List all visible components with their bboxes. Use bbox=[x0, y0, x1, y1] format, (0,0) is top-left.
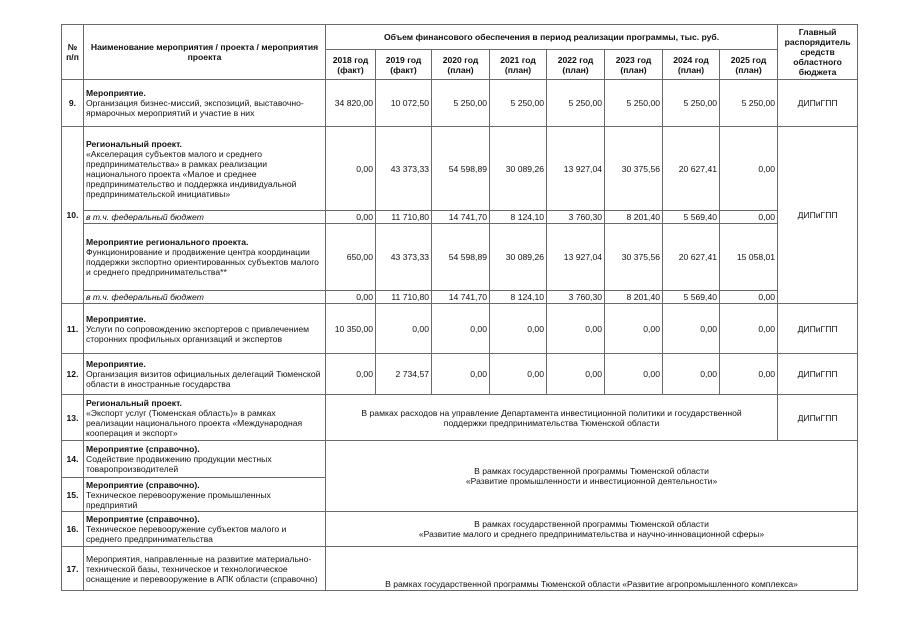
table-row-12 bbox=[62, 354, 858, 395]
header-financing: Объем финансового обеспечения в период реализации программы, тыс. руб. bbox=[326, 25, 778, 50]
merged-note bbox=[326, 512, 858, 547]
row-name bbox=[84, 354, 326, 395]
row-text: Организация визитов официальных делегаций Тюменской области в иностранные государства bbox=[86, 369, 321, 389]
disposer-cell: ДИПиГПП bbox=[778, 127, 858, 304]
row-text: «Экспорт услуг (Тюменская область)» в рамках реализации национального проекта «Международная кооперация и экспорт» bbox=[86, 407, 303, 438]
row-text: Услуги по сопровождению экспортеров с привлечением сторонних профильных организаций и экспертов bbox=[86, 323, 310, 344]
value-cell: 0,00 bbox=[326, 127, 376, 211]
row-title: Мероприятие (справочно). bbox=[86, 479, 200, 490]
table-row-14 bbox=[62, 441, 858, 478]
value-cell: 0,00 bbox=[605, 354, 663, 395]
header-year-2019: 2019 год (факт) bbox=[376, 50, 432, 80]
value-cell: 0,00 bbox=[547, 304, 605, 354]
value-cell: 0,00 bbox=[605, 304, 663, 354]
row-title: Мероприятие (справочно). bbox=[86, 514, 200, 524]
row-number: 12. bbox=[62, 354, 84, 395]
value-cell: 0,00 bbox=[663, 354, 720, 395]
row-title: Мероприятие регионального проекта. bbox=[86, 237, 249, 247]
value-cell: 43 373,33 bbox=[376, 127, 432, 211]
value-cell: 2 734,57 bbox=[376, 354, 432, 395]
row-fed-label: в т.ч. федеральный бюджет bbox=[84, 291, 326, 304]
row-text: Техническое перевооружение промышленных предприятий bbox=[86, 489, 271, 510]
value-cell: 11 710,80 bbox=[376, 291, 432, 304]
row-title: Мероприятие. bbox=[86, 313, 146, 324]
disposer-cell: ДИПиГПП bbox=[778, 80, 858, 127]
value-cell: 650,00 bbox=[326, 224, 376, 291]
row-name bbox=[84, 478, 326, 512]
row-text: Организация бизнес-миссий, экспозиций, выставочно-ярмарочных мероприятий и участие в них bbox=[86, 98, 304, 118]
value-cell: 0,00 bbox=[547, 354, 605, 395]
merged-note bbox=[326, 441, 858, 512]
value-cell: 54 598,89 bbox=[432, 224, 490, 291]
table-row-17 bbox=[62, 547, 858, 591]
table-row-10-sub-fed bbox=[62, 291, 858, 304]
value-cell: 0,00 bbox=[432, 304, 490, 354]
value-cell: 8 201,40 bbox=[605, 211, 663, 224]
value-cell: 0,00 bbox=[720, 304, 778, 354]
row-name bbox=[84, 441, 326, 478]
row-text: Функционирование и продвижение центра координации поддержки экспортно ориентированных субъектов малого и среднего предпринимательства** bbox=[86, 247, 319, 277]
value-cell: 5 569,40 bbox=[663, 211, 720, 224]
row-text: Содействие продвижению продукции местных товаропроизводителей bbox=[86, 454, 272, 474]
value-cell: 0,00 bbox=[490, 304, 547, 354]
value-cell: 0,00 bbox=[720, 211, 778, 224]
value-cell: 13 927,04 bbox=[547, 224, 605, 291]
value-cell: 8 124,10 bbox=[490, 291, 547, 304]
value-cell: 20 627,41 bbox=[663, 127, 720, 211]
header-year-2024: 2024 год (план) bbox=[663, 50, 720, 80]
row-number: 14. bbox=[62, 441, 84, 478]
value-cell: 14 741,70 bbox=[432, 211, 490, 224]
value-cell: 8 124,10 bbox=[490, 211, 547, 224]
value-cell: 8 201,40 bbox=[605, 291, 663, 304]
disposer-cell: ДИПиГПП bbox=[778, 395, 858, 441]
value-cell: 0,00 bbox=[720, 127, 778, 211]
value-cell: 0,00 bbox=[376, 304, 432, 354]
row-title: Мероприятие. bbox=[86, 359, 146, 369]
value-cell: 10 350,00 bbox=[326, 304, 376, 354]
row-title: Региональный проект. bbox=[86, 397, 182, 408]
disposer-cell: ДИПиГПП bbox=[778, 304, 858, 354]
header-year-2023: 2023 год (план) bbox=[605, 50, 663, 80]
header-year-2021: 2021 год (план) bbox=[490, 50, 547, 80]
table-row-10 bbox=[62, 127, 858, 211]
row-text: «Акселерация субъектов малого и среднего предпринимательства» в рамках реализации национального проекта «Малое и среднее предпринимательство и поддержка индивидуальной предпринимательской инициативы» bbox=[86, 148, 297, 199]
value-cell: 0,00 bbox=[720, 354, 778, 395]
value-cell: 0,00 bbox=[432, 354, 490, 395]
row-number: 15. bbox=[62, 478, 84, 512]
value-cell: 0,00 bbox=[326, 211, 376, 224]
row-name bbox=[84, 224, 326, 291]
table-row-10-fed bbox=[62, 211, 858, 224]
header-year-2018: 2018 год (факт) bbox=[326, 50, 376, 80]
value-cell: 30 089,26 bbox=[490, 224, 547, 291]
value-cell: 0,00 bbox=[326, 354, 376, 395]
value-cell: 14 741,70 bbox=[432, 291, 490, 304]
value-cell: 43 373,33 bbox=[376, 224, 432, 291]
header-year-2025: 2025 год (план) bbox=[720, 50, 778, 80]
row-number: 13. bbox=[62, 395, 84, 441]
table-row-16 bbox=[62, 512, 858, 547]
row-number: 16. bbox=[62, 512, 84, 547]
value-cell: 0,00 bbox=[490, 354, 547, 395]
row-number: 9. bbox=[62, 80, 84, 127]
value-cell: 5 250,00 bbox=[605, 80, 663, 127]
row-name bbox=[84, 304, 326, 354]
table-row-11 bbox=[62, 304, 858, 354]
row-title: Мероприятие. bbox=[86, 88, 146, 98]
value-cell: 5 250,00 bbox=[663, 80, 720, 127]
value-cell: 30 375,56 bbox=[605, 127, 663, 211]
value-cell: 30 375,56 bbox=[605, 224, 663, 291]
row-number: 11. bbox=[62, 304, 84, 354]
table-row-10-sub bbox=[62, 224, 858, 291]
value-cell: 30 089,26 bbox=[490, 127, 547, 211]
value-cell: 54 598,89 bbox=[432, 127, 490, 211]
value-cell: 5 250,00 bbox=[490, 80, 547, 127]
row-title: Мероприятие (справочно). bbox=[86, 444, 200, 454]
value-cell: 3 760,30 bbox=[547, 291, 605, 304]
row-name bbox=[84, 127, 326, 211]
merged-note-line: «Развитие промышленности и инвестиционной деятельности» bbox=[465, 476, 718, 486]
row-name bbox=[84, 395, 326, 441]
merged-note-line: В рамках государственной программы Тюменской области bbox=[474, 466, 709, 476]
header-year-2022: 2022 год (план) bbox=[547, 50, 605, 80]
header-disposer: Главный распорядитель средств областного бюджета bbox=[778, 25, 858, 80]
merged-note-line: «Развитие малого и среднего предпринимательства и научно-инновационной сферы» bbox=[418, 529, 765, 539]
merged-note-line: В рамках государственной программы Тюменской области bbox=[474, 519, 709, 529]
row-name bbox=[84, 80, 326, 127]
header-year-2020: 2020 год (план) bbox=[432, 50, 490, 80]
value-cell: 20 627,41 bbox=[663, 224, 720, 291]
value-cell: 0,00 bbox=[663, 304, 720, 354]
row-text: Техническое перевооружение субъектов малого и среднего предпринимательства bbox=[86, 524, 287, 544]
header-row-1 bbox=[62, 25, 858, 50]
value-cell: 0,00 bbox=[720, 291, 778, 304]
value-cell: 5 569,40 bbox=[663, 291, 720, 304]
row-name bbox=[84, 512, 326, 547]
value-cell: 5 250,00 bbox=[547, 80, 605, 127]
header-name: Наименование мероприятия / проекта / мероприятия проекта bbox=[84, 25, 326, 80]
value-cell: 13 927,04 bbox=[547, 127, 605, 211]
merged-note: В рамках государственной программы Тюменской области «Развитие агропромышленного комплекса» bbox=[326, 547, 858, 591]
row-fed-label: в т.ч. федеральный бюджет bbox=[84, 211, 326, 224]
row-text: Мероприятия, направленные на развитие материально-технической базы, техническое и технологическое оснащение и перевооружение в АПК области (справочно) bbox=[84, 547, 326, 591]
value-cell: 3 760,30 bbox=[547, 211, 605, 224]
value-cell: 15 058,01 bbox=[720, 224, 778, 291]
row-number: 10. bbox=[62, 127, 84, 304]
financing-table bbox=[61, 24, 858, 591]
value-cell: 11 710,80 bbox=[376, 211, 432, 224]
value-cell: 5 250,00 bbox=[720, 80, 778, 127]
disposer-cell: ДИПиГПП bbox=[778, 354, 858, 395]
merged-note: В рамках расходов на управление Департамента инвестиционной политики и государственной поддержки предпринимательства Тюменской области bbox=[326, 395, 778, 441]
value-cell: 34 820,00 bbox=[326, 80, 376, 127]
value-cell: 0,00 bbox=[326, 291, 376, 304]
row-number: 17. bbox=[62, 547, 84, 591]
table-row-9 bbox=[62, 80, 858, 127]
row-title: Региональный проект. bbox=[86, 138, 182, 149]
header-no: № п/п bbox=[62, 25, 84, 80]
table-row-13 bbox=[62, 395, 858, 441]
value-cell: 10 072,50 bbox=[376, 80, 432, 127]
value-cell: 5 250,00 bbox=[432, 80, 490, 127]
